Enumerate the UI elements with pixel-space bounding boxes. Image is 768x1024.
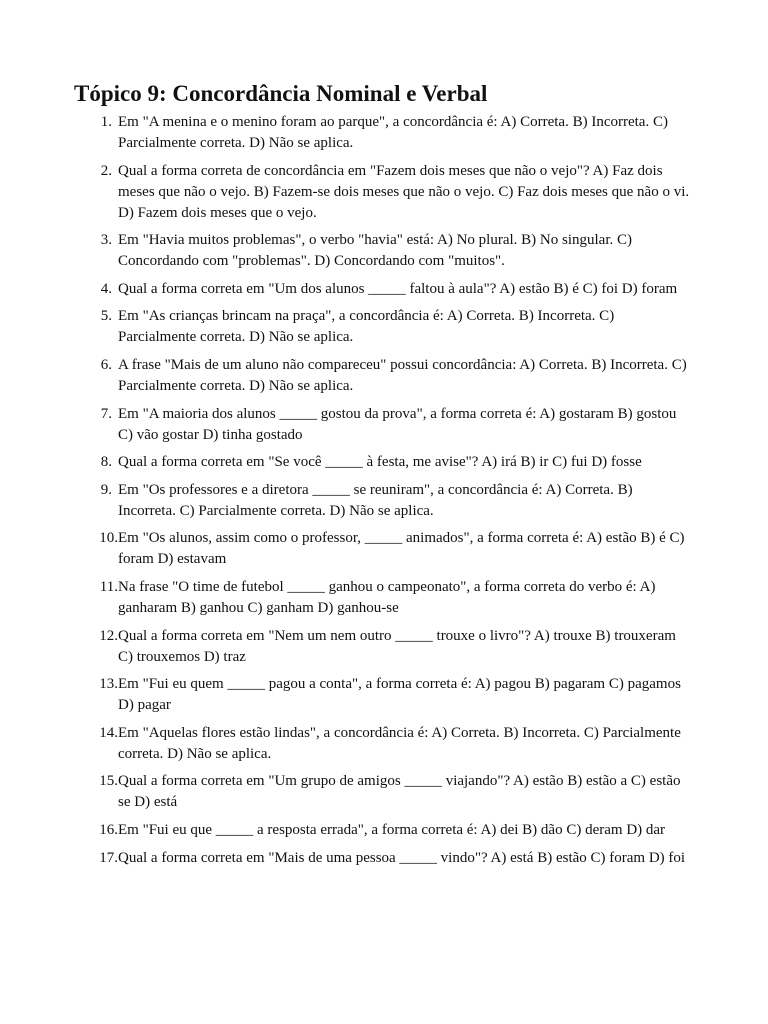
list-item <box>74 161 690 224</box>
item-text: Em "Os alunos, assim como o professor, _____ animados", a forma correta é: A) estão B) é C) foram D) estavam <box>118 530 685 568</box>
item-number: 15. <box>99 773 118 790</box>
item-number: 13. <box>99 676 118 693</box>
list-item <box>74 528 690 570</box>
list-item <box>74 279 690 300</box>
question-list <box>74 112 690 869</box>
item-number: 1. <box>100 114 112 130</box>
item-number: 17. <box>99 849 118 866</box>
list-item <box>74 674 690 716</box>
item-number: 7. <box>100 405 112 422</box>
list-item <box>74 771 690 813</box>
item-text: Qual a forma correta de concordância em "Fazem dois meses que não o vejo"? A) Faz dois meses que não o vejo. B) Fazem-se dois meses que não o vejo. C) Faz dois meses que não o vi. D) Fazem dois meses que o vejo. <box>118 162 690 221</box>
item-text: Em "Os professores e a diretora _____ se reuniram", a concordância é: A) Correta. B) Incorreta. C) Parcialmente correta. D) Não se aplica. <box>118 481 633 519</box>
list-item <box>74 355 690 397</box>
item-text: Em "As crianças brincam na praça", a concordância é: A) Correta. B) Incorreta. C) Parcialmente correta. D) Não se aplica. <box>118 308 615 346</box>
item-text: Em "Fui eu que _____ a resposta errada", a forma correta é: A) dei B) dão C) deram D) dar <box>118 821 666 838</box>
item-number: 9. <box>100 481 112 498</box>
item-number: 2. <box>100 162 112 179</box>
list-item <box>74 480 690 522</box>
item-text: A frase "Mais de um aluno não compareceu" possui concordância: A) Correta. B) Incorreta. C) Parcialmente correta. D) Não se aplica. <box>118 356 687 394</box>
list-item <box>74 723 690 765</box>
item-text: Qual a forma correta em "Mais de uma pessoa _____ vindo"? A) está B) estão C) foram D) foi <box>118 849 686 866</box>
list-item <box>74 112 690 154</box>
list-item <box>74 306 690 348</box>
item-text: Em "A maioria dos alunos _____ gostou da prova", a forma correta é: A) gostaram B) gostou C) vão gostar D) tinha gostado <box>118 405 677 443</box>
list-item <box>74 577 690 619</box>
item-number: 16. <box>99 821 118 838</box>
page-title: Tópico 9: Concordância Nominal e Verbal <box>74 81 488 106</box>
item-number: 8. <box>100 454 112 471</box>
item-number: 6. <box>100 356 112 373</box>
item-number: 10. <box>99 530 118 547</box>
item-text: Qual a forma correta em "Um dos alunos _____ faltou à aula"? A) estão B) é C) foi D) foram <box>118 280 678 297</box>
list-item <box>74 404 690 446</box>
item-number: 3. <box>100 232 112 249</box>
item-text: Em "A menina e o menino foram ao parque", a concordância é: A) Correta. B) Incorreta. C) Parcialmente correta. D) Não se aplica. <box>118 114 668 151</box>
item-text: Qual a forma correta em "Um grupo de amigos _____ viajando"? A) estão B) estão a C) estão se D) está <box>118 773 681 811</box>
item-text: Em "Fui eu quem _____ pagou a conta", a forma correta é: A) pagou B) pagaram C) pagamos D) pagar <box>118 676 681 714</box>
list-item <box>74 820 690 841</box>
item-number: 4. <box>100 280 112 297</box>
item-number: 12. <box>99 627 118 644</box>
item-text: Em "Havia muitos problemas", o verbo "havia" está: A) No plural. B) No singular. C) Concordando com "problemas". D) Concordando com "muitos". <box>118 232 632 270</box>
item-number: 11. <box>99 578 118 595</box>
item-text: Qual a forma correta em "Nem um nem outro _____ trouxe o livro"? A) trouxe B) trouxeram C) trouxemos D) traz <box>118 627 676 665</box>
item-number: 5. <box>100 308 112 325</box>
item-text: Qual a forma correta em "Se você _____ à festa, me avise"? A) irá B) ir C) fui D) fosse <box>118 454 642 471</box>
list-item <box>74 452 690 473</box>
list-item <box>74 848 690 869</box>
list-item <box>74 230 690 272</box>
item-text: Na frase "O time de futebol _____ ganhou o campeonato", a forma correta do verbo é: A) ganharam B) ganhou C) ganham D) ganhou-se <box>118 578 656 616</box>
list-item <box>74 626 690 668</box>
item-text: Em "Aquelas flores estão lindas", a concordância é: A) Correta. B) Incorreta. C) Parcialmente correta. D) Não se aplica. <box>118 724 681 762</box>
item-number: 14. <box>99 724 118 741</box>
